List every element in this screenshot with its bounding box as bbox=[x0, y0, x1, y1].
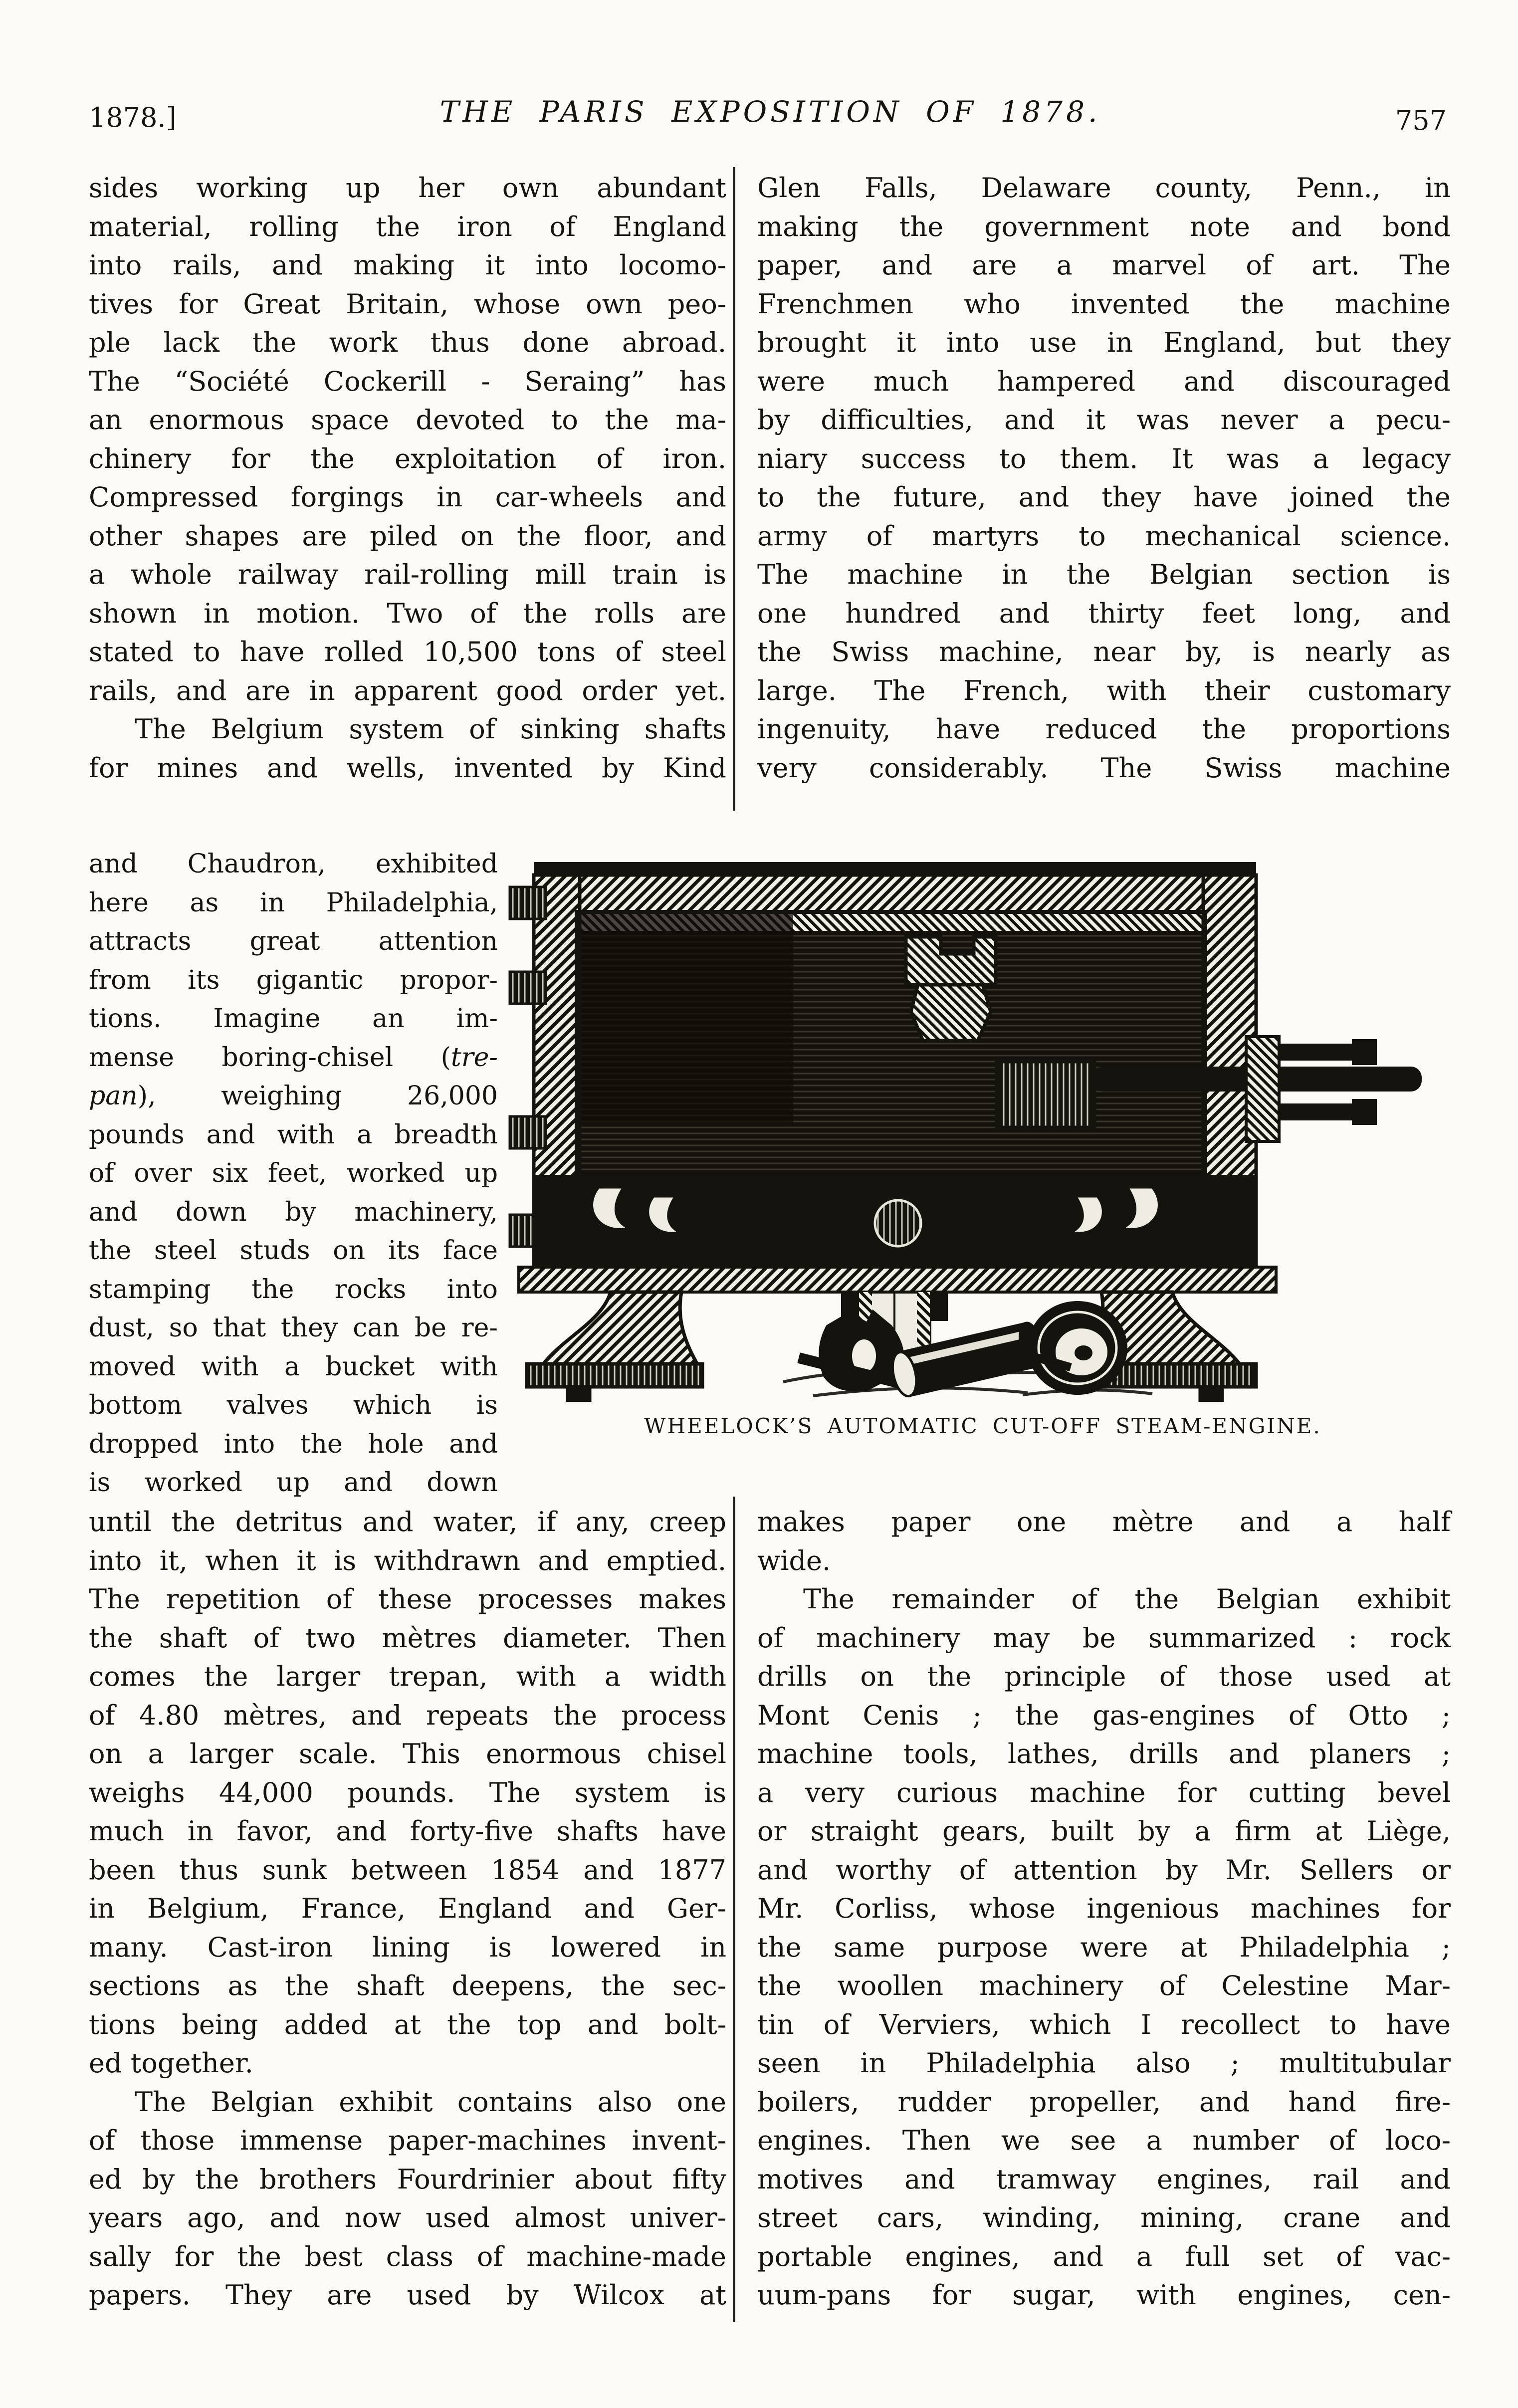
text-line: into rails, and making it into locomo- bbox=[89, 249, 726, 281]
text-line: machine tools, lathes, drills and planers ; bbox=[757, 1738, 1451, 1769]
text-line: The Belgian exhibit contains also one bbox=[135, 2086, 726, 2118]
engraving-caption: WHEELOCK’S AUTOMATIC CUT-OFF STEAM-ENGINE. bbox=[644, 1414, 1321, 1438]
steam-engine-engraving bbox=[504, 818, 1462, 1402]
text-line: moved with a bucket with bbox=[89, 1351, 498, 1382]
engine-base bbox=[519, 1175, 1276, 1292]
text-line: Mont Cenis ; the gas-engines of Otto ; bbox=[757, 1699, 1451, 1731]
text-line: makes paper one mètre and a half bbox=[757, 1506, 1451, 1537]
text-line: a very curious machine for cutting bevel bbox=[757, 1776, 1451, 1808]
text-line: shown in motion. Two of the rolls are bbox=[89, 597, 726, 629]
text-line: of those immense paper-machines invent- bbox=[89, 2125, 726, 2156]
text-line: tin of Verviers, which I recollect to have bbox=[757, 2008, 1451, 2040]
text-line: papers. They are used by Wilcox at bbox=[89, 2279, 726, 2311]
text-line: the Swiss machine, near by, is nearly as bbox=[757, 636, 1451, 667]
right-column-bottom bbox=[757, 1503, 1451, 2315]
foreground-parts bbox=[783, 1301, 1152, 1398]
text-line: niary success to them. It was a legacy bbox=[757, 442, 1451, 474]
text-line: is worked up and down bbox=[89, 1468, 498, 1498]
text-line: of machinery may be summarized : rock bbox=[757, 1622, 1451, 1654]
text-line: pan), weighing 26,000 bbox=[89, 1081, 498, 1111]
header-page-number: 757 bbox=[1395, 105, 1447, 136]
text-line: The Belgium system of sinking shafts bbox=[135, 713, 726, 745]
text-line: seen in Philadelphia also ; multitubular bbox=[757, 2047, 1451, 2079]
text-line: many. Cast-iron lining is lowered in bbox=[89, 1931, 726, 1963]
text-line: stamping the rocks into bbox=[89, 1274, 498, 1305]
text-line: the woollen machinery of Celestine Mar- bbox=[757, 1970, 1451, 2001]
text-line: attracts great attention bbox=[89, 926, 498, 956]
left-column-narrow bbox=[89, 845, 498, 1503]
text-line: Glen Falls, Delaware county, Penn., in bbox=[757, 172, 1451, 204]
text-line: one hundred and thirty feet long, and bbox=[757, 597, 1451, 629]
left-column-bottom bbox=[89, 1503, 726, 2315]
text-line: drills on the principle of those used at bbox=[757, 1661, 1451, 1692]
text-line: bottom valves which is bbox=[89, 1390, 498, 1420]
running-head bbox=[89, 95, 1452, 150]
text-line: from its gigantic propor- bbox=[89, 965, 498, 995]
text-line: wide. bbox=[757, 1544, 831, 1576]
text-line: mense boring-chisel (tre- bbox=[89, 1042, 498, 1073]
text-line: motives and tramway engines, rail and bbox=[757, 2163, 1451, 2195]
text-line: tions. Imagine an im- bbox=[89, 1004, 498, 1034]
text-line: comes the larger trepan, with a width bbox=[89, 1661, 726, 1692]
steam-port bbox=[875, 1200, 921, 1246]
text-line: ingenuity, have reduced the proportions bbox=[757, 713, 1451, 745]
text-line: on a larger scale. This enormous chisel bbox=[89, 1738, 726, 1769]
text-line: The “Société Cockerill - Seraing” has bbox=[89, 365, 726, 397]
text-line: the same purpose were at Philadelphia ; bbox=[757, 1931, 1451, 1963]
text-line: the shaft of two mètres diameter. Then bbox=[89, 1622, 726, 1654]
text-line: large. The French, with their customary bbox=[757, 674, 1451, 706]
text-line: and Chaudron, exhibited bbox=[89, 849, 498, 879]
text-line: the steel studs on its face bbox=[89, 1236, 498, 1266]
text-line: The repetition of these processes makes bbox=[89, 1583, 726, 1615]
text-line: other shapes are piled on the floor, and bbox=[89, 520, 726, 552]
left-column-top bbox=[89, 169, 726, 787]
text-line: until the detritus and water, if any, creep bbox=[89, 1506, 726, 1537]
text-line: of 4.80 mètres, and repeats the process bbox=[89, 1699, 726, 1731]
header-title: THE PARIS EXPOSITION OF 1878. bbox=[439, 95, 1101, 129]
text-line: ed by the brothers Fourdrinier about fifty bbox=[89, 2163, 726, 2195]
text-line: tions being added at the top and bolt- bbox=[89, 2008, 726, 2040]
text-line: were much hampered and discouraged bbox=[757, 365, 1451, 397]
text-line: street cars, winding, mining, crane and bbox=[757, 2202, 1451, 2233]
text-line: brought it into use in England, but they bbox=[757, 327, 1451, 358]
text-line: and worthy of attention by Mr. Sellers or bbox=[757, 1854, 1451, 1886]
text-line: years ago, and now used almost univer- bbox=[89, 2202, 726, 2233]
right-column-top bbox=[757, 169, 1451, 787]
text-line: pounds and with a breadth bbox=[89, 1119, 498, 1150]
text-line: and down by machinery, bbox=[89, 1197, 498, 1227]
steam-engine-illustration bbox=[504, 818, 1462, 1402]
text-line: ple lack the work thus done abroad. bbox=[89, 327, 726, 358]
text-line: making the government note and bond bbox=[757, 211, 1451, 242]
text-line: rails, and are in apparent good order yet. bbox=[89, 674, 726, 706]
text-line: Frenchmen who invented the machine bbox=[757, 288, 1451, 320]
text-line: engines. Then we see a number of loco- bbox=[757, 2125, 1451, 2156]
text-line: The machine in the Belgian section is bbox=[757, 559, 1451, 590]
text-line: weighs 44,000 pounds. The system is bbox=[89, 1776, 726, 1808]
text-line: uum-pans for sugar, with engines, cen- bbox=[757, 2279, 1451, 2311]
text-line: stated to have rolled 10,500 tons of steel bbox=[89, 636, 726, 667]
text-line: sides working up her own abundant bbox=[89, 172, 726, 204]
text-line: Mr. Corliss, whose ingenious machines for bbox=[757, 1893, 1451, 1924]
text-line: very considerably. The Swiss machine bbox=[757, 752, 1451, 784]
text-line: by difficulties, and it was never a pecu- bbox=[757, 404, 1451, 436]
text-line: material, rolling the iron of England bbox=[89, 211, 726, 242]
text-line: chinery for the exploitation of iron. bbox=[89, 442, 726, 474]
text-line: an enormous space devoted to the ma- bbox=[89, 404, 726, 436]
text-line: sally for the best class of machine-made bbox=[89, 2240, 726, 2272]
column-rule-bottom bbox=[733, 1497, 735, 2322]
header-date: 1878.] bbox=[89, 102, 177, 133]
text-line: Compressed forgings in car-wheels and bbox=[89, 481, 726, 513]
text-line: portable engines, and a full set of vac- bbox=[757, 2240, 1451, 2272]
column-rule-top bbox=[733, 167, 735, 811]
pulley-wheel bbox=[1028, 1301, 1127, 1395]
text-line: here as in Philadelphia, bbox=[89, 887, 498, 918]
text-line: in Belgium, France, England and Ger- bbox=[89, 1893, 726, 1924]
text-line: The remainder of the Belgian exhibit bbox=[803, 1583, 1451, 1615]
text-line: been thus sunk between 1854 and 1877 bbox=[89, 1854, 726, 1886]
text-line: a whole railway rail-rolling mill train is bbox=[89, 559, 726, 590]
text-line: boilers, rudder propeller, and hand fire- bbox=[757, 2086, 1451, 2118]
text-line: into it, when it is withdrawn and emptied. bbox=[89, 1544, 726, 1576]
text-line: sections as the shaft deepens, the sec- bbox=[89, 1970, 726, 2001]
text-line: paper, and are a marvel of art. The bbox=[757, 249, 1451, 281]
text-line: ed together. bbox=[89, 2047, 253, 2079]
text-line: much in favor, and forty-five shafts have bbox=[89, 1815, 726, 1847]
text-line: dropped into the hole and bbox=[89, 1429, 498, 1459]
text-line: tives for Great Britain, whose own peo- bbox=[89, 288, 726, 320]
text-line: of over six feet, worked up bbox=[89, 1158, 498, 1188]
text-line: to the future, and they have joined the bbox=[757, 481, 1451, 513]
text-line: army of martyrs to mechanical science. bbox=[757, 520, 1451, 552]
text-line: dust, so that they can be re- bbox=[89, 1313, 498, 1343]
text-line: or straight gears, built by a firm at Liège, bbox=[757, 1815, 1451, 1847]
text-line: for mines and wells, invented by Kind bbox=[89, 752, 726, 784]
